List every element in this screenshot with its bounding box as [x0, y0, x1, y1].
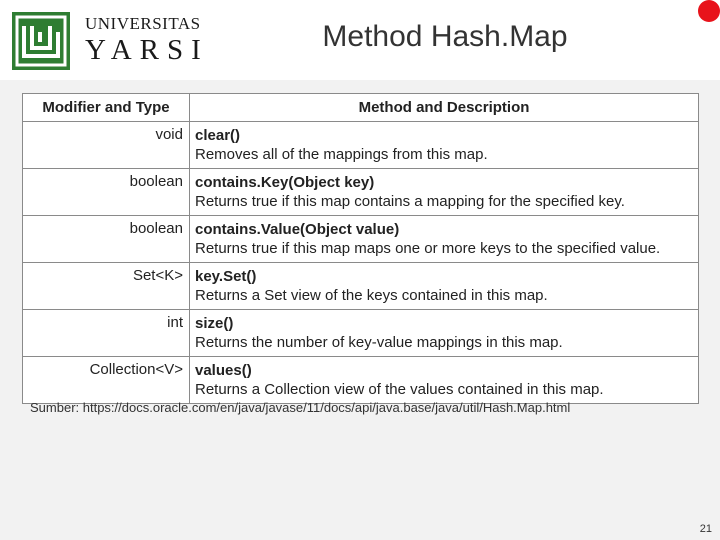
method-name: key.Set() — [195, 268, 257, 285]
method-description: Returns true if this map contains a mapping for the specified key. — [195, 193, 625, 210]
method-cell — [190, 310, 699, 357]
method-description: Returns a Set view of the keys contained in this map. — [195, 287, 548, 304]
yarsi-logo-icon — [12, 12, 70, 70]
method-cell — [190, 216, 699, 263]
method-name: clear() — [195, 127, 241, 144]
logo-text-yarsi: YARSI — [85, 34, 209, 66]
return-type: void — [23, 122, 190, 169]
column-header-method: Method and Description — [190, 94, 699, 122]
method-name: size() — [195, 315, 234, 332]
method-cell — [190, 122, 699, 169]
return-type: Collection<V> — [23, 357, 190, 404]
source-citation: Sumber: https://docs.oracle.com/en/java/javase/11/docs/api/java.base/java/util/Hash.Map.html — [30, 400, 571, 415]
table-row — [23, 169, 699, 216]
slide-title: Method Hash.Map — [322, 20, 568, 53]
method-description: Returns the number of key-value mappings in this map. — [195, 334, 563, 351]
return-type: int — [23, 310, 190, 357]
logo-text-universitas: UNIVERSITAS — [85, 14, 201, 33]
return-type: boolean — [23, 169, 190, 216]
table-row — [23, 357, 699, 404]
return-type: Set<K> — [23, 263, 190, 310]
page-number: 21 — [699, 523, 712, 535]
method-cell — [190, 169, 699, 216]
method-name: values() — [195, 362, 252, 379]
method-name: contains.Value(Object value) — [195, 221, 400, 238]
table-row — [23, 216, 699, 263]
table-row — [23, 122, 699, 169]
method-name: contains.Key(Object key) — [195, 174, 375, 191]
method-table — [22, 93, 699, 404]
method-description: Removes all of the mappings from this map. — [195, 146, 488, 163]
university-logo — [12, 12, 212, 72]
method-description: Returns a Collection view of the values contained in this map. — [195, 381, 604, 398]
table-header-row — [23, 94, 699, 122]
column-header-type: Modifier and Type — [23, 94, 190, 122]
table-row — [23, 263, 699, 310]
table-row — [23, 310, 699, 357]
method-cell — [190, 357, 699, 404]
return-type: boolean — [23, 216, 190, 263]
red-dot-icon — [698, 0, 720, 22]
method-cell — [190, 263, 699, 310]
method-description: Returns true if this map maps one or more keys to the specified value. — [195, 240, 661, 257]
